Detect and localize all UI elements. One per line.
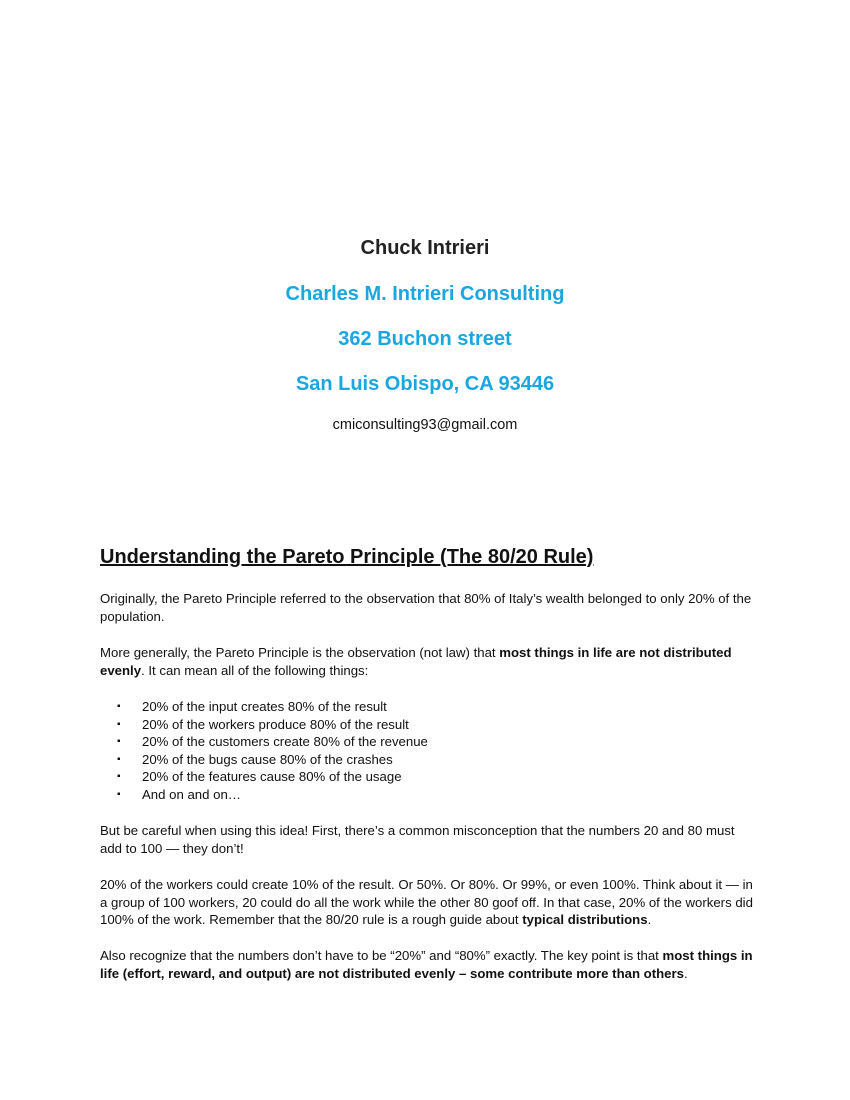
list-item <box>100 751 760 769</box>
paragraph-5-bold: most things in life (effort, reward, and output) are not distributed evenly – some contribute more than others <box>100 948 753 981</box>
list-item <box>100 733 760 751</box>
paragraph-2-text-c: . It can mean all of the following things: <box>141 662 369 678</box>
paragraph-5 <box>100 947 760 982</box>
bullet-icon: ▪ <box>117 753 121 765</box>
list-item <box>100 786 760 804</box>
paragraph-2 <box>100 644 760 679</box>
article-title: Understanding the Pareto Principle (The 80/20 Rule) <box>100 546 594 568</box>
bullet-icon: ▪ <box>117 736 121 747</box>
bullet-list <box>100 698 760 803</box>
paragraph-5-text-a: Also recognize that the numbers don’t have to be “20%” and “80%” exactly. The key point is that <box>100 948 663 963</box>
paragraph-4-text-a: 20% of the workers could create 10% of the result. Or 50%. Or 80%. Or 99%, or even 100%. Think about it — in a group of 100 workers, 20 could do all the work while the other 80 goof off. In that case, 20% of the workers did 100% of the work. Remember that the 80/20 rule is a rough guide about <box>100 877 753 927</box>
list-item-label: 20% of the customers create 80% of the revenue <box>142 734 428 749</box>
list-item-label: 20% of the input creates 80% of the result <box>142 699 387 714</box>
list-item <box>100 716 760 734</box>
paragraph-3: But be careful when using this idea! First, there’s a common misconception that the numbers 20 and 80 must add to 100 — they don’t! <box>100 823 735 856</box>
city-state-zip: San Luis Obispo, CA 93446 <box>295 373 555 395</box>
list-item <box>100 768 760 786</box>
bullet-icon: ▪ <box>117 701 121 712</box>
email-address: cmiconsulting93@gmail.com <box>332 417 518 433</box>
street-address: 362 Buchon street <box>338 328 512 350</box>
paragraph-5-text-c: . <box>684 965 688 981</box>
bullet-icon: ▪ <box>117 788 121 800</box>
list-item-label: 20% of the bugs cause 80% of the crashes <box>142 751 393 767</box>
bullet-icon: ▪ <box>117 771 121 782</box>
paragraph-2-bold: most things in life are not distributed evenly <box>100 645 732 678</box>
list-item-label: 20% of the workers produce 80% of the result <box>142 716 409 732</box>
paragraph-1: Originally, the Pareto Principle referred to the observation that 80% of Italy’s wealth belonged to only 20% of the population. <box>100 591 752 624</box>
company-name: Charles M. Intrieri Consulting <box>285 283 565 305</box>
paragraph-2-text-a: More generally, the Pareto Principle is the observation (not law) that <box>100 645 500 660</box>
paragraph-4 <box>100 876 760 929</box>
paragraph-4-text-c: . <box>647 912 652 927</box>
author-name: Chuck Intrieri <box>360 237 490 259</box>
list-item-label: 20% of the features cause 80% of the usage <box>142 769 402 784</box>
list-item <box>100 698 760 716</box>
paragraph-4-bold: typical distributions <box>522 912 648 927</box>
bullet-icon: ▪ <box>117 718 121 730</box>
list-item-label: And on and on… <box>142 786 241 802</box>
